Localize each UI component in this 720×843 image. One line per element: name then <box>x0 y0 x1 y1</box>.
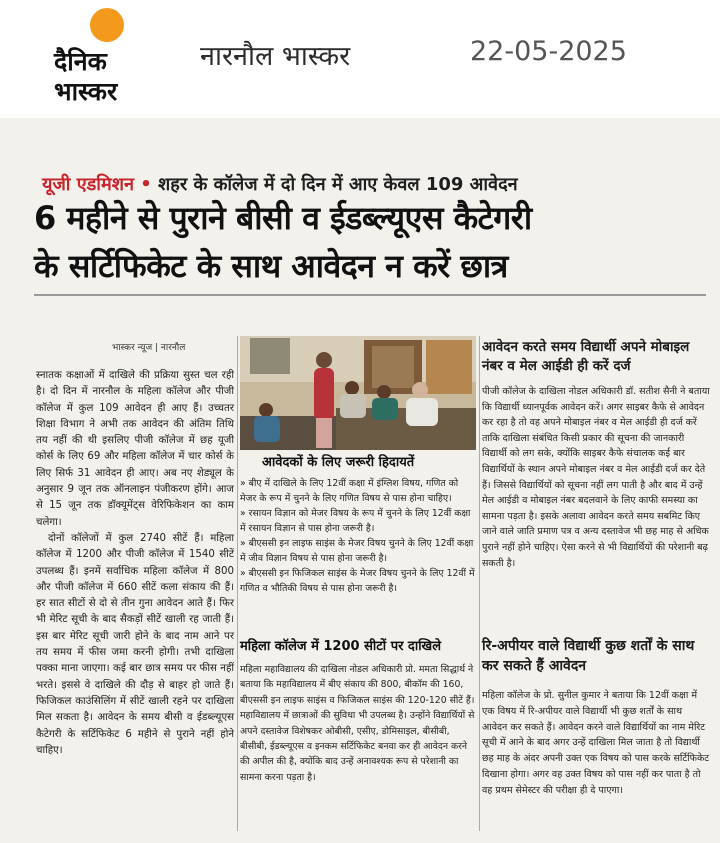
edition-date: 22-05-2025 <box>470 36 627 67</box>
headline-line1: 6 महीने से पुराने बीसी व ईडब्ल्यूएस कैटेगरी <box>34 199 532 237</box>
instruction-item: » बीएससी इन फिजिकल साइंस के मेजर विषय चुनने के लिए 12वीं में गणित व भौतिकी विषय से पास होना जरूरी है। <box>240 568 475 594</box>
mobile-email-text: पीजी कॉलेज के दाखिला नोडल अधिकारी डॉ. सतीश सैनी ने बताया कि विद्यार्थी ध्यानपूर्वक आवेदन करें। अगर साइबर कैफे से आवेदन कर रहा है तो वह अपने मोबाइल नंबर व मेल आईडी ही दर्ज करें ताकि दाखिला संबंधित किसी प्रकार की सूचना की जानकारी विद्यार्थी को लग सके, क्योंकि साइबर कैफे संचालक कई बार विद्यार्थियों के स्थान अपने मोबाइल नंबर व मेल आईडी दर्ज कर देते हैं। जिससे विद्यार्थियों को सूचना नहीं लग पाती है और बाद में उन्हें मेल आईडी व मोबाइल नंबर बदलवाने के लिए काफी समस्या का सामना पड़ता है। इसके अलावा आवेदन करते समय सबमिट किए जाने वाले जाति प्रमाण पत्र व अन्य दस्तावेज भी छह माह से अधिक पुराने नहीं होने चाहिए। ऐसा करने से भी विद्यार्थियों की परेशानी बढ़ सकती है। <box>482 386 710 569</box>
news-photo <box>240 336 476 450</box>
headline-divider <box>34 294 706 296</box>
headline-line2: के सर्टिफिकेट के साथ आवेदन न करें छात्र <box>34 247 508 285</box>
mobile-email-heading: आवेदन करते समय विद्यार्थी अपने मोबाइल नंबर व मेल आईडी ही करें दर्ज <box>482 339 690 374</box>
kicker-text: शहर के कॉलेज में दो दिन में आए केवल 109 आवेदन <box>158 174 518 195</box>
photo-illustration <box>240 336 476 450</box>
reappear-heading: रि-अपीयर वाले विद्यार्थी कुछ शर्तों के साथ कर सकते हैं आवेदन <box>482 638 695 674</box>
sun-icon <box>90 8 124 42</box>
masthead <box>0 0 720 118</box>
dainik-bhaskar-logo <box>40 8 168 112</box>
instructions-list <box>240 476 476 596</box>
column-divider <box>479 336 480 831</box>
instruction-item: » बीएससी इन लाइफ साइंस के मेजर विषय चुनने के लिए 12वीं कक्षा में जीव विज्ञान विषय से पास होना जरूरी है। <box>240 538 474 564</box>
reappear-text: महिला कॉलेज के प्रो. सुनील कुमार ने बताया कि 12वीं कक्षा में एक विषय में रि-अपीयर वाले विद्यार्थी भी कुछ शर्तों के साथ आवेदन कर सकते हैं। आवेदन करने वाले विद्यार्थियों का नाम मेरिट सूची में आने के बाद अगर उन्हें दाखिला मिल जाता है तो विद्यार्थी छह माह के अंदर अपनी उक्त एक विषय को पास करके सर्टिफिकेट दिखाना होगा। अगर वह उक्त विषय को पास नहीं कर पाता है तो वह प्रथम सेमेस्टर की परीक्षा ही दे पाएगा। <box>482 690 710 796</box>
instruction-item: » बीए में दाखिले के लिए 12वीं कक्षा में इंग्लिश विषय, गणित को मेजर के रूप में चुनने के लिए गणित विषय से पास होना चाहिए। <box>240 478 459 504</box>
kicker-tag: यूजी एडमिशन <box>42 174 134 195</box>
col1-paragraph-2: दोनों कॉलेजों में कुल 2740 सीटें हैं। महिला कॉलेज में 1200 और पीजी कॉलेज में 1540 सीटें उपलब्ध हैं। इनमें सर्वाधिक महिला कॉलेज में 800 और पीजी कॉलेज में 660 सीटें कला संकाय की हैं। हर सात सीटों से दो से तीन गुना आवेदन आते हैं। फिर भी मेरिट सूची के बाद सैकड़ों सीटें खाली रह जाती हैं। इस बार मेरिट सूची जारी होने के बाद नाम आने पर तय समय में फीस जमा करनी होगी। तभी दाखिला पक्का माना जाएगा। कई बार छात्र समय पर फीस नहीं भरते। इससे वे दाखिले की दौड़ से बाहर हो जाते हैं। फिजिकल काउंसिलिंग में सीटें खाली रहने पर दाखिला मिल सकता है। आवेदन के समय बीसी व ईडब्ल्यूएस कैटेगरी के सर्टिफिकेट 6 महीने से पुराने नहीं होने चाहिए। <box>36 532 234 756</box>
byline: भास्कर न्यूज | नारनौल <box>112 343 186 353</box>
column-1 <box>36 368 234 759</box>
instructions-heading: आवेदकों के लिए जरूरी हिदायतें <box>262 455 415 470</box>
logo-line2: भास्कर <box>54 77 118 106</box>
edition-name: नारनौल भास्कर <box>200 41 351 72</box>
kicker-separator: • <box>140 174 152 195</box>
womens-college-text: महिला महाविद्यालय की दाखिला नोडल अधिकारी प्रो. ममता सिद्धार्थ ने बताया कि महाविद्यालय में बीए संकाय की 800, बीकॉम की 160, बीएससी इन लाइफ साइंस व फिजिकल साइंस की 120-120 सीटें हैं। महाविद्यालय में छात्राओं की सुविधा भी उपलब्ध है। उन्होंने विद्यार्थियों से अपने दस्तावेज विशेषकर ओबीसी, एसीए, डोमिसाइल, बीसीबी, बीसीबी, ईडब्ल्यूएस व इनकम सर्टिफिकेट बनवा कर ही आवेदन करने की अपील की है, क्योंकि बाद उन्हें अनावश्यक रूप से परेशानी का सामना करना पड़ता है। <box>240 664 475 783</box>
instruction-item: » रसायन विज्ञान को मेजर विषय के रूप में चुनने के लिए 12वीं कक्षा में रसायन विज्ञान से पास होना जरूरी है। <box>240 508 471 534</box>
logo-line1: दैनिक <box>54 47 107 76</box>
womens-college-heading: महिला कॉलेज में 1200 सीटों पर दाखिले <box>240 639 442 654</box>
kicker <box>42 172 712 196</box>
col1-paragraph-1: स्नातक कक्षाओं में दाखिले की प्रक्रिया सुस्त चल रही है। दो दिन में नारनौल के महिला कॉलेज और पीजी कॉलेज में कुल 109 आवेदन ही आए हैं। उच्चतर शिक्षा विभाग ने अभी तक आवेदन की अंतिम तिथि तय नहीं की थी इसलिए पीजी कॉलेज में छह यूजी कोर्स के लिए 69 और महिला कॉलेज में चार कोर्स के लिए सिर्फ 31 आवेदन ही आए। अब नए शेड्यूल के अनुसार 9 जून तक ऑनलाइन पंजीकरण होंगे। आज से 15 जून तक डॉक्यूमेंट्स वेरिफिकेशन का काम चलेगा। <box>36 370 234 528</box>
column-divider <box>237 336 238 831</box>
